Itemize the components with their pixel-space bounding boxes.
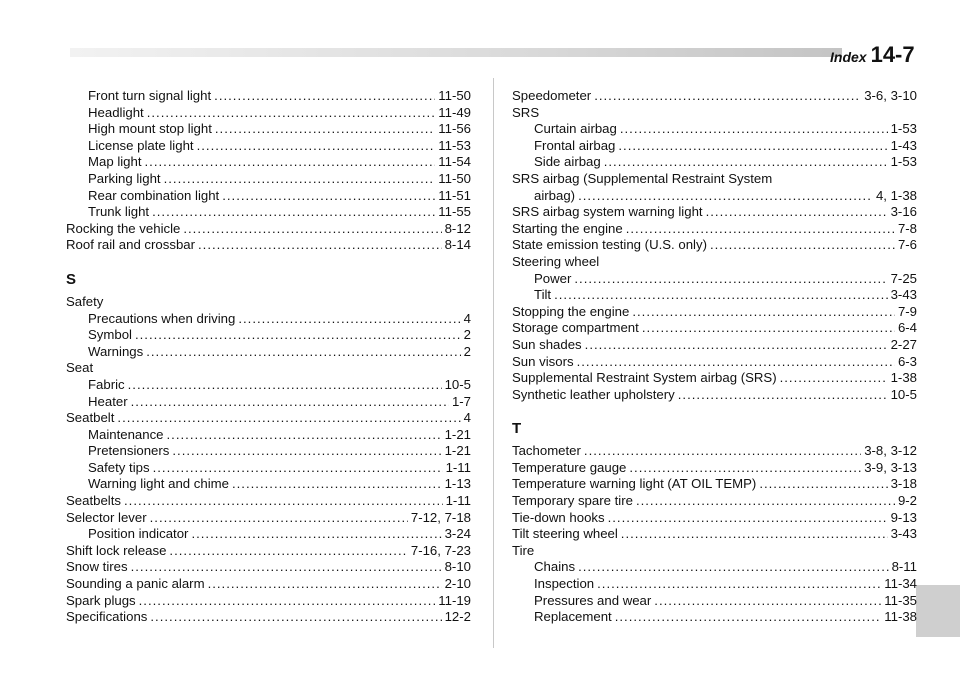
index-entry-label: Parking light	[88, 170, 161, 186]
index-entry	[512, 204, 917, 221]
index-entry-page: 3-18	[890, 476, 917, 492]
index-entry-label: Power	[534, 270, 572, 286]
index-entry	[512, 287, 917, 304]
index-entry	[512, 370, 917, 387]
index-entry-page: 7-8	[897, 220, 917, 236]
index-entry-label: Replacement	[534, 609, 612, 625]
index-entry-label: Rear combination light	[88, 187, 220, 203]
index-entry	[66, 543, 471, 560]
index-entry	[66, 526, 471, 543]
dot-leader	[145, 154, 436, 171]
index-entry	[512, 320, 917, 337]
index-entry-label: High mount stop light	[88, 121, 212, 137]
index-entry	[66, 394, 471, 411]
index-entry-label: Seatbelts	[66, 493, 121, 509]
index-entry-page: 7-16, 7-23	[410, 542, 471, 558]
dot-leader	[678, 387, 888, 404]
index-entry-page: 6-4	[897, 320, 917, 336]
index-entry-label: Frontal airbag	[534, 137, 616, 153]
index-heading	[66, 294, 471, 311]
dot-leader	[654, 593, 881, 610]
dot-leader	[198, 237, 442, 254]
index-entry-page: 10-5	[444, 376, 471, 392]
index-entry-label: Stopping the engine	[512, 303, 630, 319]
index-entry-page: 11-50	[438, 88, 471, 103]
index-entry-page: 12-2	[444, 609, 471, 625]
index-entry-label: Storage compartment	[512, 320, 639, 336]
dot-leader	[759, 476, 887, 493]
index-entry-page: 11-38	[884, 609, 917, 625]
index-entry-page: 3-43	[890, 526, 917, 542]
index-entry-label: Chains	[534, 559, 576, 575]
index-entry	[512, 559, 917, 576]
dot-leader	[191, 526, 441, 543]
index-entry-page: 7-6	[897, 237, 917, 253]
index-entry-page: 2	[463, 343, 471, 359]
index-entry-label: Roof rail and crossbar	[66, 237, 196, 253]
dot-leader	[578, 188, 873, 205]
index-entry	[66, 427, 471, 444]
index-entry	[512, 188, 917, 205]
index-entry	[512, 526, 917, 543]
index-entry-page: 1-21	[444, 426, 471, 442]
index-entry	[66, 188, 471, 205]
dot-leader	[131, 394, 449, 411]
header-section-word: Index	[830, 49, 867, 65]
index-entry-page: 11-53	[438, 137, 471, 153]
index-entry-page: 3-16	[890, 204, 917, 220]
index-entry-label: Inspection	[534, 576, 595, 592]
index-entry	[66, 443, 471, 460]
dot-leader	[131, 559, 442, 576]
dot-leader	[706, 204, 888, 221]
index-entry	[66, 221, 471, 238]
index-entry	[66, 476, 471, 493]
dot-leader	[710, 237, 895, 254]
index-heading	[512, 105, 917, 122]
index-entry-page: 1-11	[445, 493, 471, 509]
index-entry	[66, 510, 471, 527]
column-divider	[493, 78, 494, 648]
dot-leader	[169, 543, 407, 560]
dot-leader	[584, 443, 861, 460]
index-entry	[512, 609, 917, 626]
dot-leader	[150, 510, 408, 527]
index-entry	[66, 88, 471, 105]
dot-leader	[578, 559, 889, 576]
dot-leader	[147, 105, 436, 122]
dot-leader	[153, 460, 443, 477]
index-entry	[66, 609, 471, 626]
dot-leader	[780, 370, 888, 387]
index-entry-page: 3-6, 3-10	[864, 88, 917, 103]
index-entry	[512, 354, 917, 371]
index-entry-label: Sun shades	[512, 336, 582, 352]
index-entry-page: 8-11	[891, 559, 917, 575]
index-entry-page: 4	[463, 410, 471, 426]
index-entry	[66, 410, 471, 427]
index-entry-page: 1-53	[890, 154, 917, 170]
dot-leader	[636, 493, 895, 510]
header-page-number: 14-7	[870, 42, 915, 67]
index-entry-label: Temperature gauge	[512, 459, 627, 475]
index-entry-label: Sounding a panic alarm	[66, 576, 205, 592]
index-heading	[512, 543, 917, 560]
dot-leader	[214, 88, 435, 105]
index-entry-page: 4	[463, 310, 471, 326]
index-entry-label: Safety	[66, 293, 104, 309]
index-entry-label: Maintenance	[88, 426, 164, 442]
index-entry-page: 4, 1-38	[875, 187, 917, 203]
dot-leader	[222, 188, 435, 205]
index-entry-label: Pressures and wear	[534, 592, 652, 608]
index-heading	[512, 254, 917, 271]
index-entry-page: 7-12, 7-18	[410, 509, 471, 525]
index-entry	[512, 593, 917, 610]
index-entry	[512, 337, 917, 354]
dot-leader	[167, 427, 442, 444]
index-entry	[512, 154, 917, 171]
page-header	[830, 42, 950, 68]
dot-leader	[626, 221, 895, 238]
index-entry	[512, 510, 917, 527]
index-entry	[66, 377, 471, 394]
index-entry-page: 11-49	[438, 104, 471, 120]
index-entry-label: Specifications	[66, 609, 148, 625]
index-entry-page: 2-27	[890, 336, 917, 352]
index-entry-label: Tie-down hooks	[512, 509, 605, 525]
index-entry-label: Tachometer	[512, 443, 581, 459]
index-entry-label: Starting the engine	[512, 220, 623, 236]
index-entry-label: Snow tires	[66, 559, 128, 575]
index-entry-label: SRS	[512, 104, 540, 120]
index-entry	[66, 593, 471, 610]
index-entry	[512, 237, 917, 254]
dot-leader	[150, 609, 441, 626]
index-entry-label: Pretensioners	[88, 443, 170, 459]
index-entry-label: Selector lever	[66, 509, 147, 525]
dot-leader	[238, 311, 460, 328]
index-entry-page: 6-3	[897, 353, 917, 369]
index-entry-label: Synthetic leather upholstery	[512, 386, 675, 402]
index-entry-label: State emission testing (U.S. only)	[512, 237, 707, 253]
index-entry-label: Steering wheel	[512, 253, 600, 269]
dot-leader	[124, 493, 443, 510]
index-entry	[512, 304, 917, 321]
index-entry-label: Position indicator	[88, 526, 189, 542]
dot-leader	[621, 526, 888, 543]
index-entry-page: 7-9	[897, 303, 917, 319]
dot-leader	[232, 476, 442, 493]
index-entry-page: 1-7	[451, 393, 471, 409]
index-entry	[66, 105, 471, 122]
index-entry-page: 3-8, 3-12	[864, 443, 917, 459]
index-entry-page: 1-11	[445, 459, 471, 475]
index-heading	[66, 360, 471, 377]
index-entry-page: 11-50	[438, 170, 471, 186]
index-entry	[66, 311, 471, 328]
dot-leader	[629, 460, 861, 477]
index-entry-label: Shift lock release	[66, 542, 167, 558]
index-entry-label: License plate light	[88, 137, 194, 153]
index-entry-label: Warning light and chime	[88, 476, 229, 492]
index-entry-label: Warnings	[88, 343, 144, 359]
dot-leader	[618, 138, 887, 155]
dot-leader	[585, 337, 888, 354]
index-entry-label: Sun visors	[512, 353, 574, 369]
index-entry	[512, 476, 917, 493]
index-entry	[66, 154, 471, 171]
index-entry-label: SRS airbag system warning light	[512, 204, 703, 220]
index-entry-page: 8-12	[444, 220, 471, 236]
index-entry-label: SRS airbag (Supplemental Restraint System	[512, 170, 773, 186]
index-entry-page: 1-38	[890, 370, 917, 386]
index-entry-page: 1-43	[890, 137, 917, 153]
index-entry-page: 9-13	[890, 509, 917, 525]
index-entry	[66, 493, 471, 510]
index-entry-page: 8-14	[444, 237, 471, 253]
index-entry-label: Seatbelt	[66, 410, 115, 426]
section-letter: S	[66, 270, 77, 288]
index-entry-page: 3-43	[890, 287, 917, 303]
dot-leader	[632, 304, 895, 321]
index-entry-page: 10-5	[890, 386, 917, 402]
index-entry-label: Map light	[88, 154, 142, 170]
index-entry	[512, 387, 917, 404]
dot-leader	[615, 609, 882, 626]
index-entry	[66, 237, 471, 254]
index-entry-page: 11-34	[884, 576, 917, 592]
index-entry-page: 2-10	[444, 576, 471, 592]
index-column-right	[512, 88, 917, 626]
dot-leader	[164, 171, 436, 188]
index-entry-page: 2	[463, 327, 471, 343]
dot-leader	[139, 593, 436, 610]
index-entry-label: Rocking the vehicle	[66, 220, 181, 236]
index-entry-page: 8-10	[444, 559, 471, 575]
index-entry-page: 1-21	[444, 443, 471, 459]
header-rule	[70, 48, 842, 57]
index-entry-label: Tilt	[534, 287, 552, 303]
dot-leader	[604, 154, 888, 171]
index-entry	[66, 576, 471, 593]
index-entry	[66, 559, 471, 576]
dot-leader	[642, 320, 895, 337]
index-entry-label: airbag)	[534, 187, 576, 203]
dot-leader	[117, 410, 460, 427]
index-entry-page: 11-56	[438, 121, 471, 137]
dot-leader	[152, 204, 435, 221]
index-entry	[512, 121, 917, 138]
index-entry-label: Tire	[512, 542, 535, 558]
index-entry-page: 9-2	[897, 493, 917, 509]
dot-leader	[620, 121, 888, 138]
index-entry-page: 11-55	[438, 204, 471, 220]
dot-leader	[597, 576, 881, 593]
index-entry-label: Temporary spare tire	[512, 493, 633, 509]
index-entry	[512, 138, 917, 155]
index-entry-label: Temperature warning light (AT OIL TEMP)	[512, 476, 757, 492]
index-entry-page: 1-13	[444, 476, 471, 492]
index-entry-label: Front turn signal light	[88, 88, 212, 103]
index-entry-page: 11-35	[884, 592, 917, 608]
index-entry-label: Supplemental Restraint System airbag (SRS)	[512, 370, 777, 386]
dot-leader	[208, 576, 442, 593]
index-entry-page: 3-24	[444, 526, 471, 542]
dot-leader	[135, 327, 461, 344]
index-entry	[512, 460, 917, 477]
index-entry-label: Seat	[66, 360, 94, 376]
dot-leader	[594, 88, 861, 105]
dot-leader	[215, 121, 435, 138]
index-entry	[512, 271, 917, 288]
index-entry-label: Side airbag	[534, 154, 601, 170]
index-entry	[512, 221, 917, 238]
index-entry-label: Spark plugs	[66, 592, 136, 608]
index-entry-page: 3-9, 3-13	[864, 459, 917, 475]
index-entry-label: Heater	[88, 393, 128, 409]
index-entry-label: Trunk light	[88, 204, 150, 220]
index-heading	[512, 171, 917, 188]
index-entry-label: Curtain airbag	[534, 121, 617, 137]
chapter-tab	[916, 585, 960, 637]
dot-leader	[172, 443, 441, 460]
index-entry-page: 11-51	[438, 187, 471, 203]
index-entry	[66, 344, 471, 361]
dot-leader	[183, 221, 441, 238]
index-entry-label: Fabric	[88, 376, 125, 392]
index-entry-label: Tilt steering wheel	[512, 526, 618, 542]
index-column-left	[66, 88, 471, 626]
index-entry-page: 11-19	[438, 592, 471, 608]
index-entry-label: Precautions when driving	[88, 310, 236, 326]
dot-leader	[577, 354, 895, 371]
index-entry	[66, 460, 471, 477]
index-entry	[66, 327, 471, 344]
index-entry-page: 1-53	[890, 121, 917, 137]
index-entry-label: Symbol	[88, 327, 132, 343]
section-letter: T	[512, 420, 522, 438]
index-entry	[512, 493, 917, 510]
index-entry-page: 11-54	[438, 154, 471, 170]
index-entry	[66, 171, 471, 188]
index-entry	[512, 443, 917, 460]
dot-leader	[554, 287, 888, 304]
dot-leader	[574, 271, 887, 288]
index-entry	[512, 88, 917, 105]
dot-leader	[197, 138, 436, 155]
index-entry	[66, 204, 471, 221]
dot-leader	[146, 344, 460, 361]
index-entry	[66, 121, 471, 138]
dot-leader	[608, 510, 888, 527]
index-entry-label: Safety tips	[88, 459, 150, 475]
dot-leader	[128, 377, 442, 394]
index-entry	[66, 138, 471, 155]
index-entry-label: Speedometer	[512, 88, 592, 103]
index-entry	[512, 576, 917, 593]
index-entry-label: Headlight	[88, 104, 144, 120]
index-entry-page: 7-25	[890, 270, 917, 286]
